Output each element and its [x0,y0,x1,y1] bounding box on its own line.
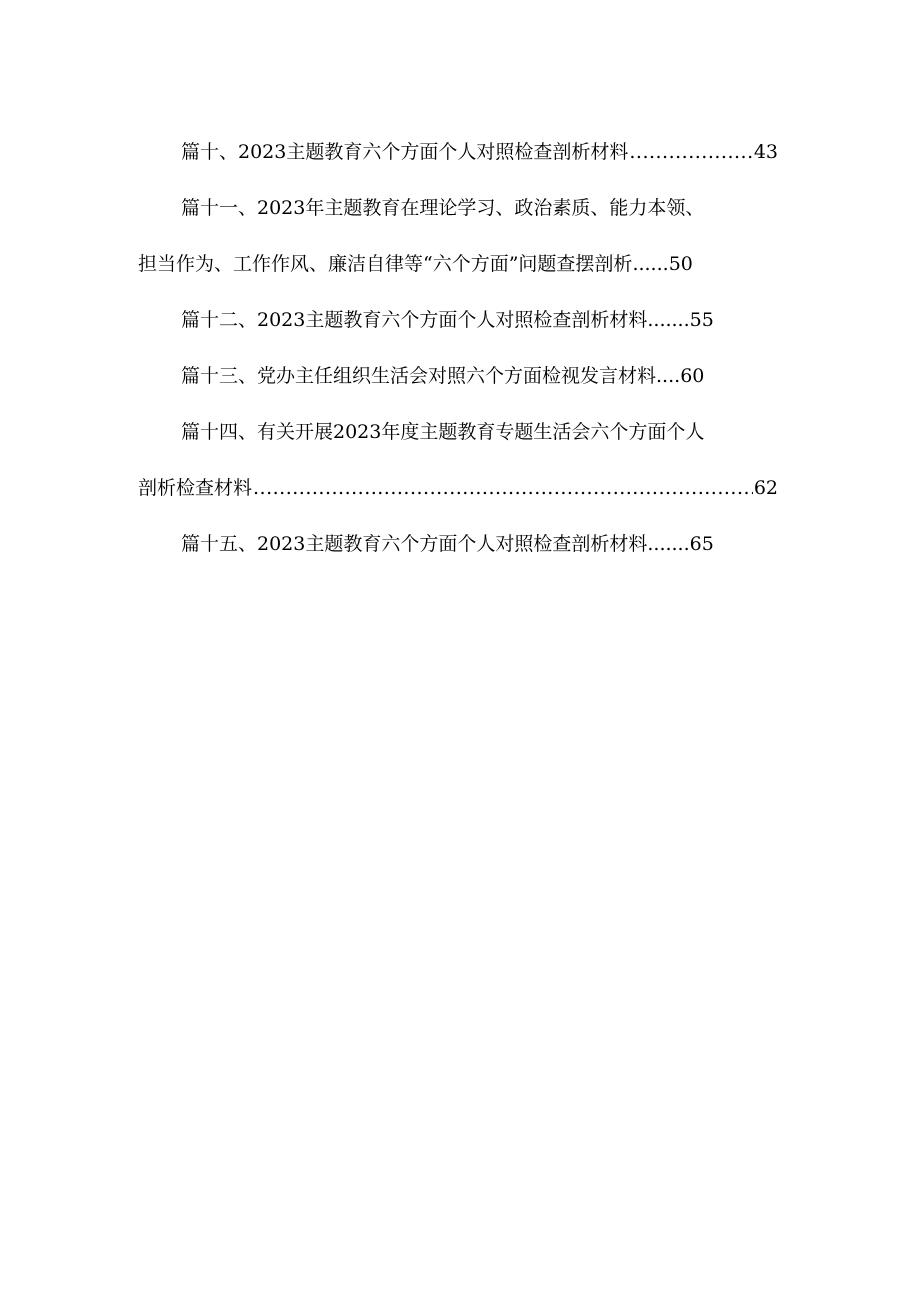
toc-page-number: 65 [689,533,714,555]
toc-entry-title: 篇十四、有关开展2023年度主题教育专题生活会六个方面个人 [181,421,705,443]
toc-entry-title-continued: 剖析检查材料 [138,477,253,499]
toc-entry-13[interactable] [138,348,778,404]
toc-page-number: 55 [689,309,714,331]
toc-entry-title: 篇十、2023主题教育六个方面个人对照检查剖析材料 [181,141,629,163]
toc-entry-14-line-1[interactable] [138,404,778,460]
toc-entry-14-line-2[interactable] [138,460,778,516]
dot-leader: ....... [647,533,690,555]
toc-page-number: 50 [668,253,693,275]
dot-leader [629,124,752,180]
toc-page-number: 43 [753,141,778,163]
toc-entry-11-line-2[interactable] [138,236,778,292]
toc-entry-10[interactable] [138,124,778,180]
toc-entry-12[interactable] [138,292,778,348]
toc-entry-title: 篇十一、2023年主题教育在理论学习、政治素质、能力本领、 [181,197,705,219]
toc-entry-title-continued: 担当作为、工作作风、廉洁自律等“六个方面”问题查摆剖析 [138,253,633,275]
toc-entry-15[interactable] [138,516,778,572]
dot-leader: ....... [647,309,690,331]
toc-entry-title: 篇十五、2023主题教育六个方面个人对照检查剖析材料 [181,533,648,555]
dot-leader: .... [656,365,681,387]
dot-leader [253,460,753,516]
toc-entry-11-line-1[interactable] [138,180,778,236]
dot-leader: ...... [632,253,669,275]
toc-page-number: 60 [680,365,705,387]
toc-entry-title: 篇十二、2023主题教育六个方面个人对照检查剖析材料 [181,309,648,331]
toc-entry-title: 篇十三、党办主任组织生活会对照六个方面检视发言材料 [181,365,657,387]
table-of-contents [138,124,778,572]
toc-page-number: 62 [753,477,778,499]
